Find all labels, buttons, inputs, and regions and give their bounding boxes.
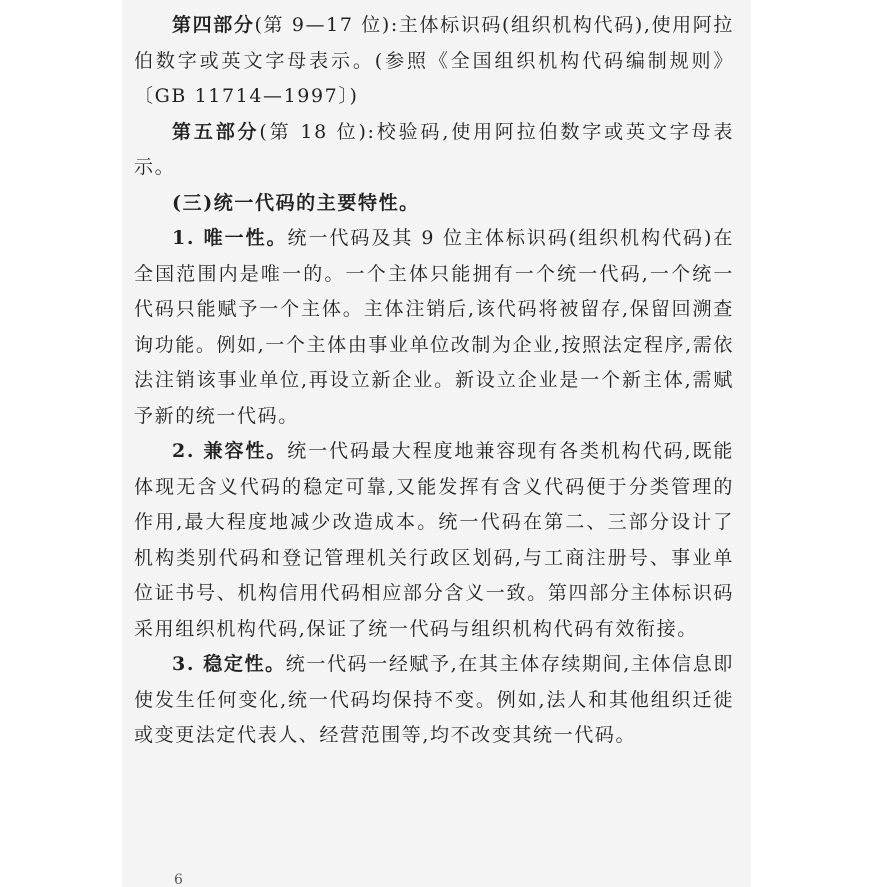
paragraph-lead: 第五部分 [172,120,260,143]
document-body [134,8,734,754]
section-heading [134,186,734,222]
paragraph-lead: 第四部分 [172,14,255,36]
paragraph-lead: 3. 稳定性。 [172,653,286,675]
paragraph-uniqueness [134,221,734,434]
paragraph-compatibility [134,434,734,647]
paragraph-lead: 1. 唯一性。 [172,227,288,249]
section-heading-text: (三)统一代码的主要特性。 [172,191,420,214]
paragraph-stability [134,647,734,754]
document-page [122,0,751,887]
paragraph-text: (第 18 位):校验码,使用阿拉伯数字或英文字母表示。 [134,120,735,178]
paragraph-part4 [134,8,734,115]
paragraph-text: 统一代码一经赋予,在其主体存续期间,主体信息即使发生任何变化,统一代码均保持不变。例如,法人和其他组织迁徙或变更法定代表人、经营范围等,均不改变其统一代码。 [134,653,734,746]
paragraph-part5 [134,115,734,186]
paragraph-text: 统一代码最大程度地兼容现有各类机构代码,既能体现无含义代码的稳定可靠,又能发挥有含义代码便于分类管理的作用,最大程度地减少改造成本。统一代码在第二、三部分设计了机构类别代码和登记管理机关行政区划码,与工商注册号、事业单位证书号、机构信用代码相应部分含义一致。第四部分主体标识码采用组织机构代码,保证了统一代码与组织机构代码有效衔接。 [134,440,734,640]
paragraph-text: (第 9—17 位):主体标识码(组织机构代码),使用阿拉伯数字或英文字母表示。(参照《全国组织机构代码编制规则》〔GB 11714—1997〕) [134,14,734,107]
paragraph-lead: 2. 兼容性。 [172,440,288,462]
paragraph-text: 统一代码及其 9 位主体标识码(组织机构代码)在全国范围内是唯一的。一个主体只能拥有一个统一代码,一个统一代码只能赋予一个主体。主体注销后,该代码将被留存,保留回溯查询功能。例如,一个主体由事业单位改制为企业,按照法定程序,需依法注销该事业单位,再设立新企业。新设立企业是一个新主体,需赋予新的统一代码。 [134,227,734,427]
page-number: 6 [174,872,183,887]
